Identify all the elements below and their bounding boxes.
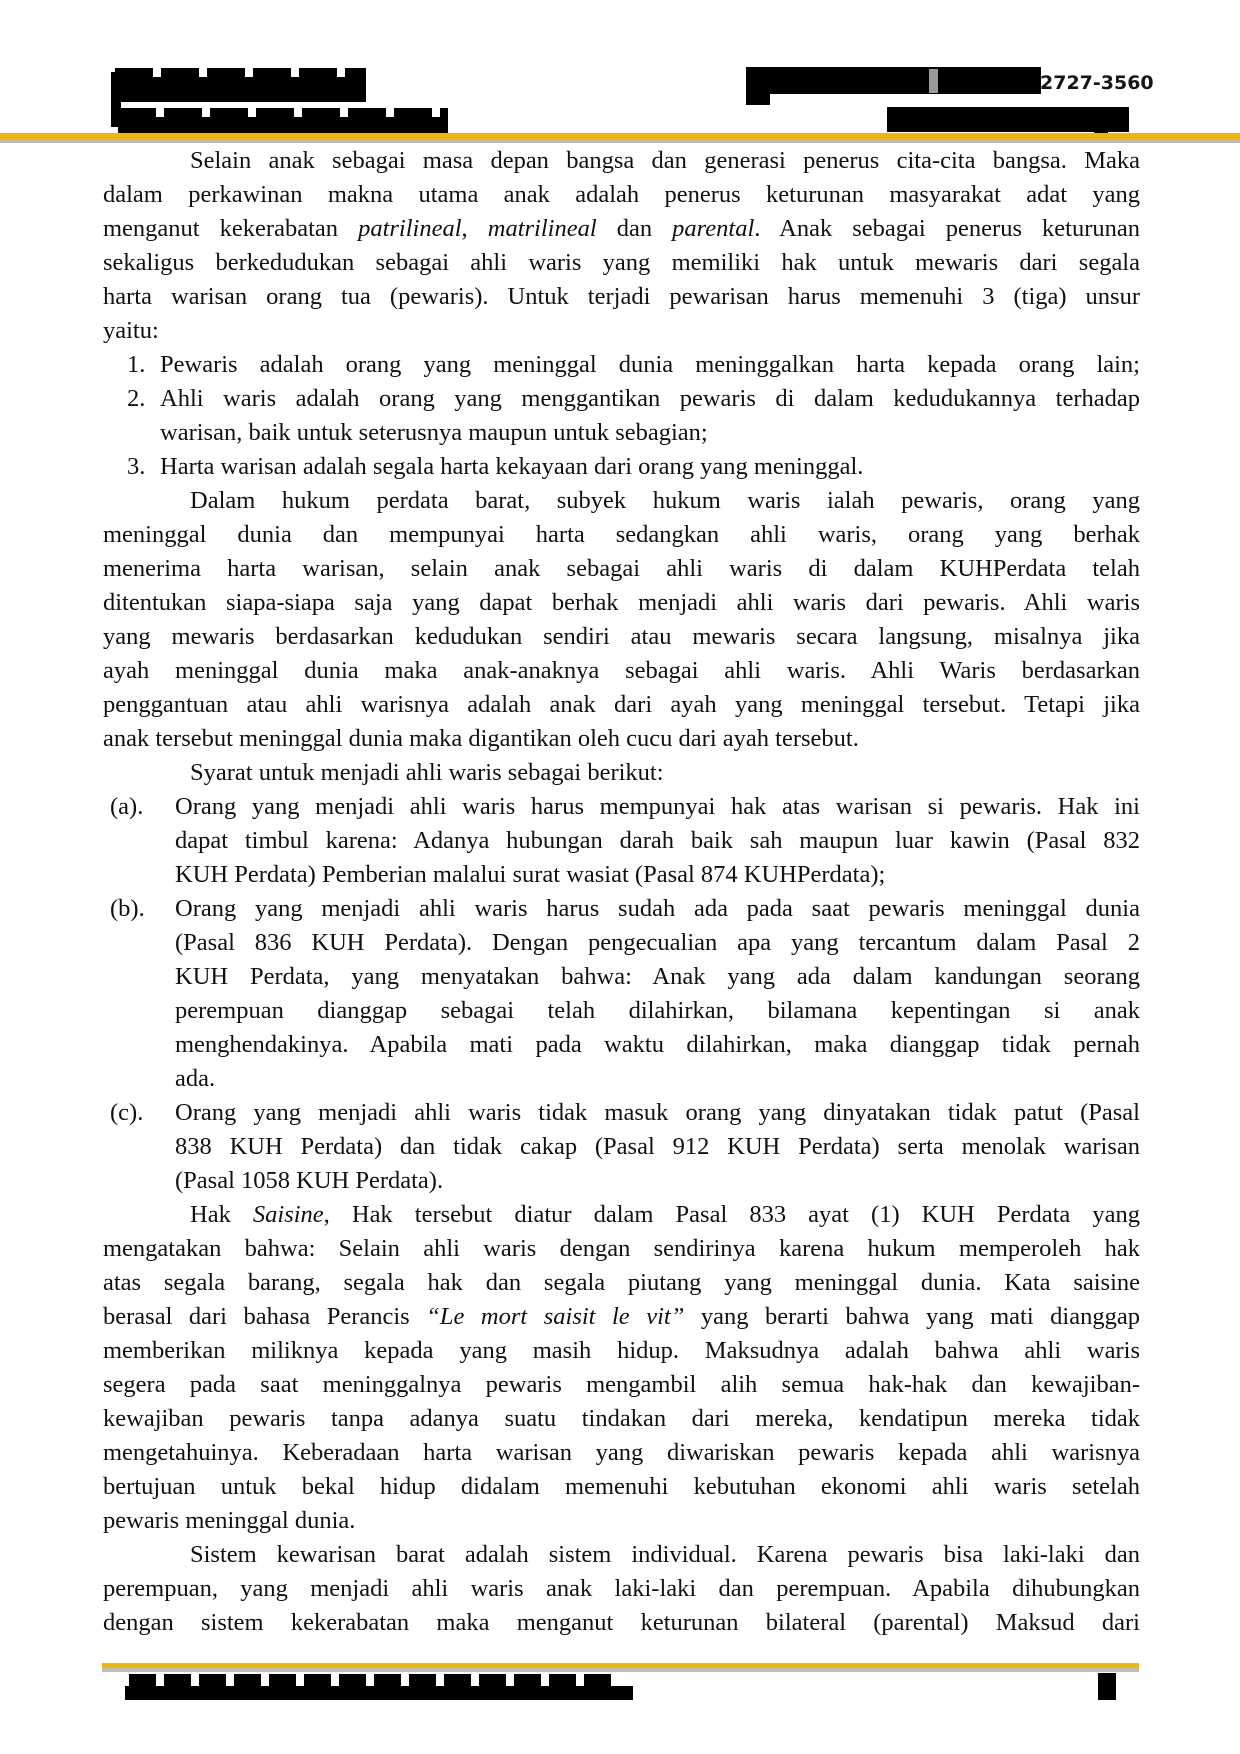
text-line-content: memberikan miliknya kepada yang masih hidup. Maksudnya adalah bahwa ahli waris bbox=[103, 1337, 1140, 1364]
list-marker: 2. bbox=[127, 385, 146, 412]
text-line bbox=[103, 314, 1140, 348]
text-line bbox=[103, 586, 1140, 620]
text-line-content: penggantuan atau ahli warisnya adalah anak dari ayah yang meninggal tersebut. Tetapi jika bbox=[103, 691, 1140, 718]
text-line-content: harta warisan orang tua (pewaris). Untuk terjadi pewarisan harus memenuhi 3 (tiga) unsur bbox=[103, 283, 1140, 310]
text-line-content: Orang yang menjadi ahli waris harus mempunyai hak atas warisan si pewaris. Hak ini bbox=[175, 793, 1140, 820]
text-line-content: Orang yang menjadi ahli waris tidak masuk orang yang dinyatakan tidak patut (Pasal bbox=[175, 1099, 1140, 1126]
text-line-content: segera pada saat meninggalnya pewaris mengambil alih semua hak-hak dan kewajiban- bbox=[103, 1371, 1140, 1398]
text-line-content: bertujuan untuk bekal hidup didalam memenuhi kebutuhan ekonomi ahli waris setelah bbox=[103, 1473, 1140, 1500]
text-line-content: Sistem kewarisan barat adalah sistem individual. Karena pewaris bisa laki-laki dan bbox=[190, 1541, 1140, 1568]
text-line bbox=[103, 960, 1140, 994]
text-line-content: atas segala barang, segala hak dan segala piutang yang meninggal dunia. Kata saisine bbox=[103, 1269, 1140, 1296]
text-line bbox=[103, 416, 1140, 450]
text-line-content: mengetahuinya. Keberadaan harta warisan yang diwariskan pewaris kepada ahli warisnya bbox=[103, 1439, 1140, 1466]
text-line-content: meninggal dunia dan mempunyai harta sedangkan ahli waris, orang yang berhak bbox=[103, 521, 1140, 548]
text-line bbox=[103, 484, 1140, 518]
text-line-content: KUH Perdata, yang menyatakan bahwa: Anak yang ada dalam kandungan seorang bbox=[175, 963, 1140, 990]
text-line bbox=[103, 518, 1140, 552]
text-line-content: sekaligus berkedudukan sebagai ahli waris yang memiliki hak untuk mewaris dari segala bbox=[103, 249, 1140, 276]
text-line-content: ada. bbox=[175, 1065, 216, 1092]
redacted-page-number-bar bbox=[1098, 1673, 1116, 1700]
text-line-content: berasal dari bahasa Perancis “Le mort saisit le vit” yang berarti bahwa yang mati dianggap bbox=[103, 1303, 1140, 1330]
text-line bbox=[103, 1470, 1140, 1504]
text-line-content: dalam perkawinan makna utama anak adalah penerus keturunan masyarakat adat yang bbox=[103, 181, 1140, 208]
list-marker: (a). bbox=[110, 793, 144, 820]
text-line-content: Selain anak sebagai masa depan bangsa dan generasi penerus cita-cita bangsa. Maka bbox=[190, 147, 1140, 174]
text-line bbox=[103, 1606, 1140, 1640]
redacted-volume-info-bar bbox=[887, 107, 1129, 132]
redacted-issn-label-bar bbox=[746, 67, 1041, 94]
text-line-content: (Pasal 1058 KUH Perdata). bbox=[175, 1167, 444, 1194]
text-line-content: warisan, baik untuk seterusnya maupun untuk sebagian; bbox=[160, 419, 708, 446]
text-line bbox=[103, 1028, 1140, 1062]
text-line-content: Hak Saisine, Hak tersebut diatur dalam Pasal 833 ayat (1) KUH Perdata yang bbox=[190, 1201, 1140, 1228]
text-line-content: yaitu: bbox=[103, 317, 159, 344]
text-line-content: Syarat untuk menjadi ahli waris sebagai berikut: bbox=[190, 759, 664, 786]
text-line bbox=[103, 1334, 1140, 1368]
text-line bbox=[103, 212, 1140, 246]
text-line bbox=[103, 654, 1140, 688]
text-line bbox=[103, 1436, 1140, 1470]
text-line bbox=[103, 790, 1140, 824]
issn-number: 2727-3560 bbox=[1040, 72, 1154, 94]
text-line bbox=[103, 1062, 1140, 1096]
text-line-content: menganut kekerabatan patrilineal, matrilineal dan parental. Anak sebagai penerus keturunan bbox=[103, 215, 1141, 242]
text-line-content: Orang yang menjadi ahli waris harus sudah ada pada saat pewaris meninggal dunia bbox=[175, 895, 1140, 922]
text-line-content: pewaris meninggal dunia. bbox=[103, 1507, 356, 1534]
text-line-content: perempuan, yang menjadi ahli waris anak laki-laki dan perempuan. Apabila dihubungkan bbox=[103, 1575, 1140, 1602]
header-gray-rule bbox=[0, 140, 1240, 143]
text-line-content: menerima harta warisan, selain anak sebagai ahli waris di dalam KUHPerdata telah bbox=[103, 555, 1140, 582]
text-line-content: Pewaris adalah orang yang meninggal dunia meninggalkan harta kepada orang lain; bbox=[160, 351, 1140, 378]
text-line-content: dengan sistem kekerabatan maka menganut keturunan bilateral (parental) Maksud dari bbox=[103, 1609, 1140, 1636]
text-line bbox=[103, 858, 1140, 892]
redacted-issn-label-gap bbox=[929, 69, 938, 93]
text-line-content: anak tersebut meninggal dunia maka digantikan oleh cucu dari ayah tersebut. bbox=[103, 725, 859, 752]
text-line bbox=[103, 620, 1140, 654]
text-line-content: ditentukan siapa-siapa saja yang dapat berhak menjadi ahli waris dari pewaris. Ahli waris bbox=[103, 589, 1140, 616]
text-line-content: Dalam hukum perdata barat, subyek hukum waris ialah pewaris, orang yang bbox=[190, 487, 1140, 514]
text-line bbox=[103, 1096, 1140, 1130]
text-line-content: mengatakan bahwa: Selain ahli waris dengan sendirinya karena hukum memperoleh hak bbox=[103, 1235, 1140, 1262]
text-line-content: kewajiban pewaris tanpa adanya suatu tindakan dari mereka, kendatipun mereka tidak bbox=[103, 1405, 1140, 1432]
text-line bbox=[103, 824, 1140, 858]
text-line bbox=[103, 892, 1140, 926]
body-text bbox=[103, 144, 1140, 1640]
text-line-content: ayah meninggal dunia maka anak-anaknya sebagai ahli waris. Ahli Waris berdasarkan bbox=[103, 657, 1140, 684]
text-line-content: Ahli waris adalah orang yang menggantikan pewaris di dalam kedudukannya terhadap bbox=[160, 385, 1140, 412]
text-line bbox=[103, 246, 1140, 280]
redacted-journal-subtitle-bar bbox=[118, 108, 448, 135]
text-line bbox=[103, 1164, 1140, 1198]
redacted-journal-title-bar bbox=[115, 68, 366, 102]
text-line bbox=[103, 1572, 1140, 1606]
header-gold-rule bbox=[0, 133, 1240, 140]
text-line bbox=[103, 1130, 1140, 1164]
text-line bbox=[103, 178, 1140, 212]
redacted-citation-bottom-bar bbox=[125, 1686, 633, 1700]
text-line bbox=[103, 348, 1140, 382]
text-line-content: menghendakinya. Apabila mati pada waktu dilahirkan, maka dianggap tidak pernah bbox=[175, 1031, 1140, 1058]
redacted-citation-top-bar bbox=[129, 1674, 612, 1686]
text-line bbox=[103, 756, 1140, 790]
text-line bbox=[103, 1402, 1140, 1436]
text-line bbox=[103, 1300, 1140, 1334]
text-line bbox=[103, 1504, 1140, 1538]
text-line bbox=[103, 994, 1140, 1028]
text-line bbox=[103, 552, 1140, 586]
list-marker: (c). bbox=[110, 1099, 144, 1126]
list-marker: (b). bbox=[110, 895, 145, 922]
text-line bbox=[103, 688, 1140, 722]
text-line bbox=[103, 1368, 1140, 1402]
text-line bbox=[103, 1198, 1140, 1232]
list-marker: 1. bbox=[127, 351, 146, 378]
list-marker: 3. bbox=[127, 453, 146, 480]
text-line bbox=[103, 144, 1140, 178]
text-line-content: yang mewaris berdasarkan kedudukan sendiri atau mewaris secara langsung, misalnya jika bbox=[103, 623, 1140, 650]
text-line-content: (Pasal 836 KUH Perdata). Dengan pengecualian apa yang tercantum dalam Pasal 2 bbox=[175, 929, 1140, 956]
text-line-content: dapat timbul karena: Adanya hubungan darah baik sah maupun luar kawin (Pasal 832 bbox=[175, 827, 1140, 854]
text-line bbox=[103, 382, 1140, 416]
text-line bbox=[103, 1232, 1140, 1266]
text-line bbox=[103, 450, 1140, 484]
text-line bbox=[103, 1266, 1140, 1300]
text-line-content: 838 KUH Perdata) dan tidak cakap (Pasal 912 KUH Perdata) serta menolak warisan bbox=[175, 1133, 1140, 1160]
text-line bbox=[103, 280, 1140, 314]
text-line-content: KUH Perdata) Pemberian malalui surat wasiat (Pasal 874 KUHPerdata); bbox=[175, 861, 886, 888]
text-line-content: perempuan dianggap sebagai telah dilahirkan, bilamana kepentingan si anak bbox=[175, 997, 1140, 1024]
text-line-content: Harta warisan adalah segala harta kekayaan dari orang yang meninggal. bbox=[160, 453, 864, 480]
text-line bbox=[103, 1538, 1140, 1572]
footer-gray-rule bbox=[102, 1668, 1139, 1672]
text-line bbox=[103, 926, 1140, 960]
text-line bbox=[103, 722, 1140, 756]
